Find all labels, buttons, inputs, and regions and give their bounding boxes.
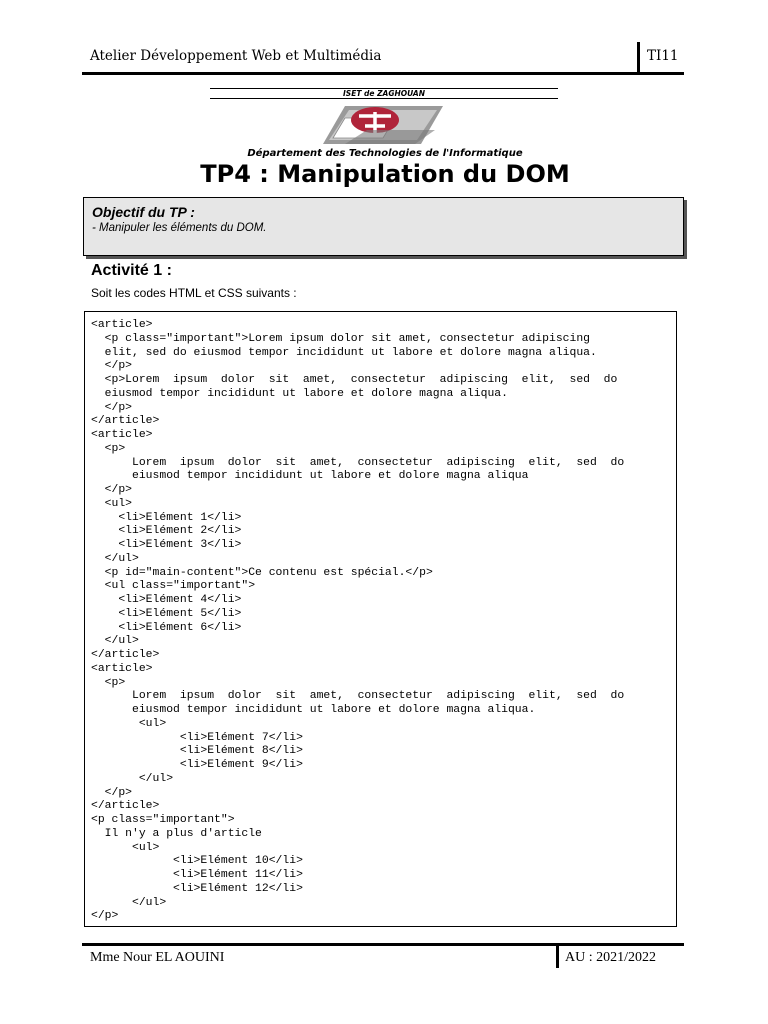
code-line: eiusmod tempor incididunt ut labore et dolore magna aliqua [91,470,529,483]
code-line: <li>Elément 4</li> [91,594,242,606]
activity-intro: Soit les codes HTML et CSS suivants : [91,286,297,300]
header-divider [637,42,640,72]
academic-year: AU : 2021/2022 [565,950,656,965]
class-code: TI11 [647,48,679,64]
code-line: <p> [91,676,126,689]
footer-divider [556,946,559,968]
code-line: <li>Elément 7</li> [91,731,303,744]
code-line: <li>Elément 11</li> [91,869,303,881]
code-line: <li>Elément 2</li> [91,525,242,538]
objective-text: - Manipuler les éléments du DOM. [92,222,267,234]
code-line: <li>Elément 6</li> [91,621,242,634]
code-line: <p id="main-content">Ce contenu est spécial.</p> [91,566,433,579]
code-line: </article> [91,649,160,661]
iset-logo-icon [315,100,445,148]
code-line: <article> [91,429,153,441]
code-block [91,319,624,924]
code-line: <p>Lorem ipsum dolor sit amet, consectetur adipiscing elit, sed do [91,374,618,386]
code-line: <p> [91,442,126,455]
code-line: Lorem ipsum dolor sit amet, consectetur adipiscing elit, sed do [91,456,625,469]
school-name: ISET de ZAGHOUAN [343,89,425,98]
code-line: <article> [91,319,153,331]
code-line: </article> [91,415,160,428]
page-title: TP4 : Manipulation du DOM [200,160,570,188]
code-line: </p> [91,401,133,414]
page-footer [82,943,684,970]
code-line: </ul> [91,635,139,648]
code-line: <p class="important">Lorem ipsum dolor sit amet, consectetur adipiscing [91,332,590,345]
code-line: Il n'y a plus d'article [91,827,262,840]
logo-rule-bottom [210,98,558,99]
code-line: eiusmod tempor incididunt ut labore et dolore magna aliqua. [91,387,508,400]
code-line: <li>Elément 8</li> [91,745,303,758]
code-line: <article> [91,662,153,675]
activity-heading: Activité 1 : [91,262,172,279]
department-name: Département des Technologies de l'Informatique [247,148,523,159]
code-line: <p class="important"> [91,814,235,826]
objective-heading: Objectif du TP : [92,204,195,220]
code-listing [84,311,677,927]
code-line: elit, sed do eiusmod tempor incididunt ut labore et dolore magna aliqua. [91,346,597,359]
code-line: <li>Elément 5</li> [91,607,242,620]
course-title: Atelier Développement Web et Multimédia [90,48,382,64]
author-name: Mme Nour EL AOUINI [90,950,225,965]
code-line: <li>Elément 9</li> [91,759,303,771]
code-line: <ul> [91,841,160,854]
code-line: <li>Elément 10</li> [91,855,303,868]
code-line: Lorem ipsum dolor sit amet, consectetur adipiscing elit, sed do [91,690,625,703]
code-line: </ul> [91,772,174,785]
code-line: </ul> [91,552,139,565]
page-header [82,42,684,75]
code-line: </p> [91,786,133,799]
code-line: <li>Elément 12</li> [91,882,303,895]
code-line: <ul> [91,497,133,510]
code-line: </p> [91,484,133,496]
code-line: </article> [91,800,160,813]
code-line: </p> [91,360,133,373]
code-line: <li>Elément 3</li> [91,539,242,551]
code-line: </ul> [91,896,167,909]
code-line: </p> [91,910,119,923]
code-line: <li>Elément 1</li> [91,511,242,524]
objective-box [83,197,684,256]
code-line: eiusmod tempor incididunt ut labore et dolore magna aliqua. [91,704,536,716]
code-line: <ul> [91,717,167,730]
code-line: <ul class="important"> [91,580,256,593]
